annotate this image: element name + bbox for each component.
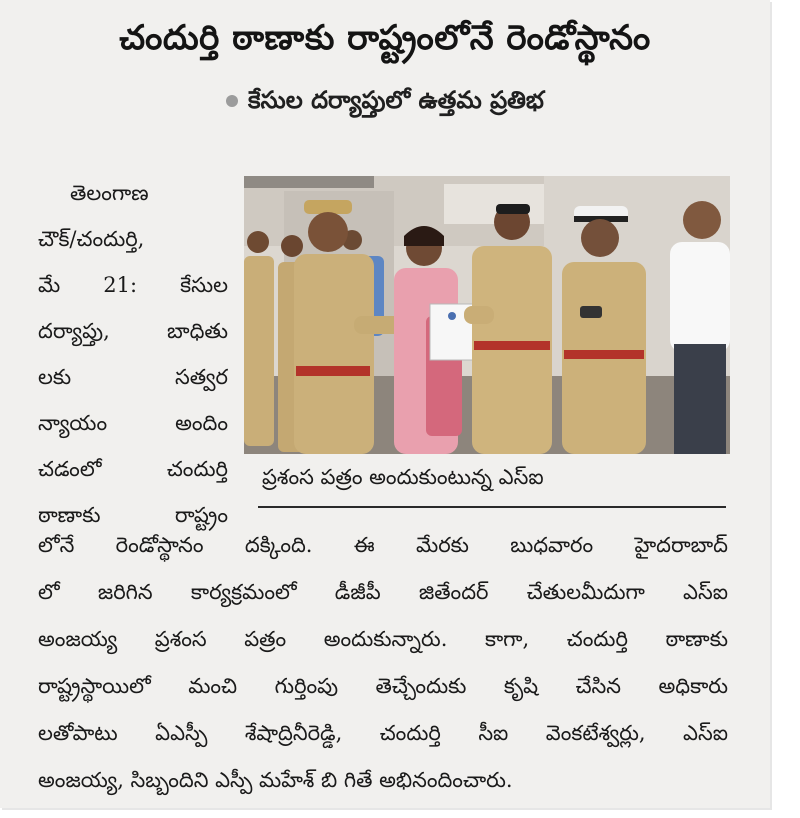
headline: చందుర్తి ఠాణాకు రాష్ట్రంలోనే రెండోస్థానం: [119, 18, 651, 58]
body-line: లోనే రెండోస్థానం దక్కింది. ఈ మేరకు బుధవారం హైదరాబాద్‌: [38, 533, 728, 557]
bullet-icon: [226, 95, 238, 107]
body-line: లో జరిగిన కార్యక్రమంలో డీజీపీ జితేందర్‌ చేతులమీదుగా ఎస్‌ఐ: [38, 580, 728, 604]
column-line: న్యాయం అందిం: [38, 411, 228, 435]
photo-caption: ప్రశంస పత్రం అందుకుంటున్న ఎస్‌ఐ: [262, 465, 544, 489]
column-line: లకు సత్వర: [38, 365, 228, 389]
body-line: అంజయ్య ప్రశంస పత్రం అందుకున్నారు. కాగా, చందుర్తి ఠాణాకు: [38, 627, 728, 651]
column-line: దర్యాప్తు, బాధితు: [38, 319, 228, 343]
column-line: చడంలో చందుర్తి: [38, 457, 228, 481]
body-line: అంజయ్య, సిబ్బందిని ఎస్పీ మహేశ్‌ బి గితే అభినందించారు.: [38, 768, 513, 792]
caption-divider: [258, 506, 726, 508]
subheadline-text: కేసుల దర్యాప్తులో ఉత్తమ ప్రతిభ: [248, 86, 544, 114]
column-line: ఠాణాకు రాష్ట్రం: [38, 503, 228, 527]
news-photo: [244, 176, 730, 454]
column-line: తెలంగాణ: [70, 181, 149, 205]
body-line: లతోపాటు ఏఎస్పీ శేషాద్రినీరెడ్డి, చందుర్తి సీఐ వెంకటేశ్వర్లు, ఎస్‌ఐ: [38, 721, 728, 745]
body-line: రాష్ట్రస్థాయిలో మంచి గుర్తింపు తెచ్చేందుకు కృషి చేసిన అధికారు: [38, 674, 728, 698]
column-line: మే 21: కేసుల: [38, 273, 228, 297]
article-body: [38, 522, 728, 804]
narrow-column-text: [38, 170, 228, 538]
subheadline: [0, 86, 770, 120]
column-line: చౌక్‌/చందుర్తి,: [38, 227, 145, 251]
award-ceremony-photo: [244, 176, 730, 454]
